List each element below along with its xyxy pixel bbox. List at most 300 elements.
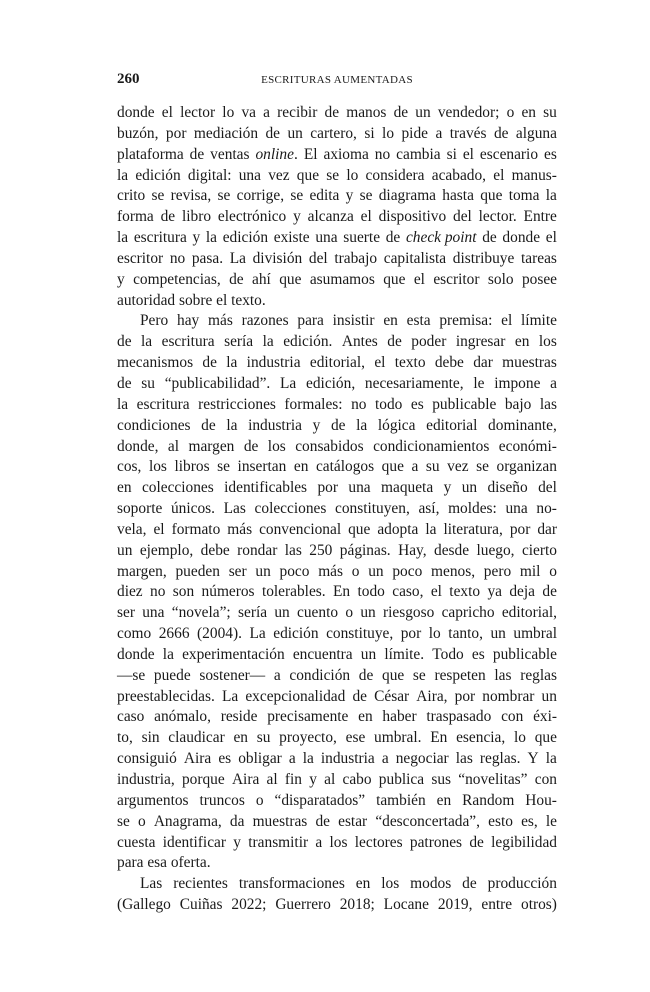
text-line	[117, 728, 557, 749]
body-text	[117, 103, 557, 916]
word: hasta	[442, 187, 474, 205]
word: en	[358, 708, 373, 726]
word: de	[243, 437, 259, 455]
page-header	[117, 71, 557, 93]
word: lo	[382, 124, 395, 142]
word: lo	[428, 625, 441, 643]
word: la	[302, 750, 314, 768]
word: Entre	[523, 208, 557, 226]
word: con	[534, 771, 557, 788]
word: o	[255, 791, 264, 809]
word: traspasado	[426, 708, 492, 726]
word: solo	[487, 270, 514, 288]
word: al	[266, 771, 278, 788]
word: (2004).	[197, 625, 242, 643]
word: recientes	[173, 875, 228, 893]
word: tareas	[521, 249, 557, 267]
word: texto	[449, 583, 481, 601]
text-line	[117, 603, 557, 624]
word: to,	[117, 729, 133, 747]
word: riesgoso	[382, 604, 435, 622]
word: margen,	[117, 562, 167, 580]
word: escritura	[161, 333, 215, 351]
word: Locane	[383, 896, 429, 914]
word: producción	[487, 875, 557, 893]
word: industria,	[117, 771, 175, 788]
word: publica	[378, 771, 425, 788]
word: “novelitas”	[458, 771, 528, 788]
word: lógica	[377, 416, 416, 434]
word: no-	[536, 500, 557, 518]
word: a	[288, 750, 296, 768]
word: que	[279, 270, 302, 288]
word: edición	[135, 166, 181, 184]
word: el	[493, 166, 505, 184]
word: reglas.	[479, 750, 521, 768]
word: texto	[394, 354, 426, 372]
word: de	[202, 354, 217, 372]
word: que	[534, 729, 557, 747]
word: no	[374, 145, 391, 163]
word: editorial	[426, 416, 478, 434]
word: límite	[521, 312, 557, 330]
word: división	[252, 249, 303, 267]
word: César	[374, 687, 410, 705]
word: libros	[174, 458, 210, 476]
word: colecciones	[141, 479, 214, 497]
word: a	[315, 833, 323, 851]
word: posee	[521, 270, 557, 288]
word: al	[167, 437, 180, 455]
text-line	[117, 437, 557, 458]
text-line	[117, 520, 557, 541]
word: constituyen,	[335, 500, 410, 518]
word: asumamos	[309, 270, 375, 288]
word: un	[117, 541, 133, 559]
word: de	[482, 229, 497, 247]
word: edición,	[306, 374, 356, 392]
word: respeten	[434, 666, 486, 684]
text-line	[117, 478, 557, 499]
word: de	[265, 124, 280, 142]
word: lector.	[478, 208, 517, 226]
word: que	[383, 270, 406, 288]
word: adopta	[377, 520, 419, 538]
word: negociar	[395, 750, 449, 768]
word: de	[189, 145, 205, 163]
word: no	[169, 249, 186, 267]
word: como	[117, 625, 152, 643]
word: “publicabilidad”.	[164, 374, 271, 392]
word: esto	[488, 812, 513, 830]
word: editorial,	[309, 354, 365, 372]
word: páginas.	[339, 541, 391, 559]
word: escenario	[479, 145, 539, 163]
text-line	[117, 791, 557, 812]
text-line	[117, 541, 557, 562]
word: debe	[200, 541, 230, 559]
word: Hou-	[525, 791, 557, 809]
word: sería	[238, 604, 268, 622]
word: de	[385, 229, 401, 247]
word: manos	[346, 104, 387, 121]
word: condicionamientos	[373, 437, 490, 455]
word: condición	[289, 666, 351, 684]
word: del	[308, 249, 328, 267]
word: y	[192, 229, 201, 247]
word: puede	[153, 666, 191, 684]
word: únicos.	[170, 500, 215, 518]
text-line	[117, 353, 557, 374]
word: y	[443, 479, 452, 497]
word: Todo	[432, 645, 464, 663]
text-line	[117, 270, 557, 291]
word: y	[312, 416, 321, 434]
word: le	[545, 812, 557, 830]
word: industria	[248, 416, 302, 434]
word: se	[326, 166, 340, 184]
word: con	[501, 708, 524, 726]
text-line	[117, 895, 557, 916]
word: escritura	[136, 395, 190, 413]
word: una	[348, 479, 371, 497]
word: da	[229, 812, 245, 830]
word: constituye,	[326, 625, 394, 643]
word: (Gallego	[117, 896, 171, 914]
word: diseño	[487, 479, 528, 497]
word: diez	[117, 583, 143, 601]
word: porque	[181, 771, 225, 788]
text-line	[117, 145, 557, 166]
word: forma	[117, 208, 154, 226]
word: de	[324, 104, 340, 121]
word: dispositivo	[378, 208, 447, 226]
word: Las	[223, 500, 246, 518]
word: las	[494, 666, 512, 684]
word: una	[505, 500, 528, 518]
word: sus	[431, 771, 452, 788]
text-line	[117, 124, 557, 145]
word: debe	[434, 354, 464, 372]
word: se	[290, 187, 304, 205]
word: de	[315, 812, 330, 830]
word: en	[355, 875, 371, 893]
word: una	[142, 604, 165, 622]
text-line	[117, 624, 557, 645]
word: de	[469, 833, 484, 851]
word: moldes:	[448, 500, 497, 518]
word: Antes	[341, 333, 378, 351]
text-line	[117, 311, 557, 332]
word: insistir	[332, 312, 375, 330]
word: convencional	[259, 520, 342, 538]
text-line	[117, 374, 557, 395]
word: electrónico	[217, 208, 287, 226]
word: la	[117, 166, 129, 184]
word: El	[303, 145, 318, 163]
word: acabado,	[431, 166, 487, 184]
word: esencia,	[456, 729, 506, 747]
word: a	[435, 124, 443, 142]
word: los	[267, 437, 286, 455]
word: el	[153, 520, 165, 538]
word: ser	[117, 604, 135, 622]
word: vela,	[117, 520, 147, 538]
word: digital:	[187, 166, 232, 184]
word: mediación	[193, 124, 259, 142]
word: o	[549, 562, 557, 580]
word: para	[297, 312, 324, 330]
word: En	[333, 583, 351, 601]
word: patrones	[409, 833, 463, 851]
word: 2019,	[437, 896, 473, 914]
word: razones	[241, 312, 289, 330]
word: maqueta	[381, 479, 434, 497]
word: ejemplo,	[139, 541, 194, 559]
word: la	[117, 229, 129, 247]
word: donde	[502, 229, 541, 247]
word: y	[233, 833, 241, 851]
word: los	[538, 333, 557, 351]
word: fin	[284, 771, 302, 788]
word: se	[117, 812, 130, 830]
word: en	[521, 104, 536, 121]
word: —se	[117, 666, 146, 684]
running-title: ESCRITURAS AUMENTADAS	[261, 74, 413, 86]
word: los	[148, 458, 167, 476]
word: del	[538, 479, 557, 497]
word: un	[368, 562, 384, 580]
word: considera	[365, 166, 425, 184]
word: el	[161, 104, 173, 121]
word: donde	[117, 645, 155, 663]
word: su	[543, 104, 557, 121]
word: la	[205, 229, 218, 247]
word: se	[359, 187, 373, 205]
word: experimentación	[182, 645, 285, 663]
word: números	[201, 583, 255, 601]
word: edición	[273, 625, 319, 643]
word: nombrar	[482, 687, 535, 705]
word: en	[293, 458, 309, 476]
word: tolerables.	[261, 583, 326, 601]
word: el	[413, 270, 425, 288]
word: ingresar	[455, 333, 506, 351]
word: pero	[483, 562, 512, 580]
word: en	[117, 479, 132, 497]
text-line	[117, 666, 557, 687]
word: manus-	[511, 166, 557, 184]
text-line	[117, 103, 557, 124]
word: cuesta	[117, 833, 156, 851]
text-line	[117, 228, 557, 249]
word: se	[217, 458, 230, 476]
text-line	[117, 249, 557, 270]
word: argumentos	[117, 791, 189, 809]
word: insertan	[237, 458, 287, 476]
text-line	[117, 833, 557, 854]
word: 2666	[158, 625, 190, 643]
word: poder	[411, 333, 447, 351]
word: de	[542, 583, 557, 601]
word: es	[544, 145, 557, 163]
word: dominante,	[488, 416, 557, 434]
word: es	[471, 645, 485, 663]
word: a	[263, 104, 270, 121]
word: y	[117, 270, 125, 288]
word: ya	[487, 583, 502, 601]
word: todo	[357, 583, 385, 601]
word: buzón,	[117, 124, 159, 142]
word: condiciones	[117, 416, 191, 434]
text-line	[117, 645, 557, 666]
word: el	[374, 354, 386, 372]
word: no	[351, 395, 367, 413]
word: más	[227, 520, 253, 538]
word: dar	[537, 520, 557, 538]
word: reglas	[520, 666, 557, 684]
word: Las	[140, 875, 163, 893]
text-line	[117, 562, 557, 583]
word: pasa.	[191, 249, 224, 267]
word: Cuiñas	[179, 896, 223, 914]
word: edición	[222, 229, 269, 247]
word: de	[358, 666, 374, 684]
word: la	[226, 416, 238, 434]
word: de	[387, 333, 402, 351]
word: de	[229, 270, 244, 288]
word: alcanza	[307, 208, 354, 226]
text-line	[117, 582, 557, 603]
word: colecciones	[254, 500, 327, 518]
word: un	[274, 604, 290, 622]
word: proyecto,	[279, 729, 337, 747]
word: capitalista	[383, 249, 447, 267]
word: ser	[228, 562, 247, 580]
word: diagrama	[378, 187, 436, 205]
word: precisamente	[267, 708, 349, 726]
word: la	[262, 333, 274, 351]
word: las	[539, 395, 557, 413]
word: por	[165, 124, 187, 142]
word: Random	[462, 791, 515, 809]
word: escritura	[133, 229, 187, 247]
word: industria	[320, 750, 375, 768]
word: de	[201, 416, 216, 434]
word: La	[249, 625, 266, 643]
word: en	[233, 729, 248, 747]
word: edición.	[283, 333, 333, 351]
word: escritor	[433, 270, 480, 288]
word: o	[345, 604, 354, 622]
word: un	[461, 479, 478, 497]
word: el	[430, 583, 442, 601]
word: lo	[513, 729, 526, 747]
word: axioma	[323, 145, 369, 163]
word: preestablecidas.	[117, 687, 215, 705]
word: otros)	[521, 896, 557, 914]
word: Hay,	[398, 541, 427, 559]
word: desde	[434, 541, 470, 559]
word: anómalo,	[154, 708, 211, 726]
word: se	[151, 187, 165, 205]
word: a	[381, 750, 389, 768]
word: online.	[255, 145, 298, 163]
word: el	[360, 208, 372, 226]
word: y	[293, 208, 301, 226]
word: margen	[188, 437, 235, 455]
text-line	[117, 874, 557, 895]
word: “disparatados”	[274, 791, 366, 809]
word: así,	[418, 500, 440, 518]
word: legibilidad	[491, 833, 557, 851]
word: éxi-	[533, 708, 557, 726]
word: el	[501, 312, 513, 330]
word: un	[415, 104, 431, 121]
word: formato	[171, 520, 221, 538]
word: un	[287, 124, 303, 142]
word: que	[381, 458, 404, 476]
word: través	[449, 124, 487, 142]
word: también	[376, 791, 426, 809]
word: recibir	[277, 104, 318, 121]
word: transformaciones	[238, 875, 345, 893]
word: En	[430, 729, 448, 747]
word: corrige,	[236, 187, 285, 205]
word: de	[117, 333, 132, 351]
word: capricho	[441, 604, 495, 622]
word: menos,	[431, 562, 476, 580]
word: restricciones	[198, 395, 276, 413]
word: 2022;	[231, 896, 267, 914]
word: edita	[309, 187, 340, 205]
word: más	[318, 562, 343, 580]
word: consabidos	[295, 437, 364, 455]
word: que	[296, 166, 320, 184]
word: un	[360, 604, 376, 622]
word: transmitir	[248, 833, 309, 851]
word: por	[400, 625, 422, 643]
word: ese	[345, 729, 366, 747]
word: un	[360, 645, 377, 663]
word: literatura,	[443, 520, 503, 538]
word: un	[541, 687, 557, 705]
word: la	[117, 395, 129, 413]
word: la	[226, 354, 238, 372]
word: premisa:	[439, 312, 493, 330]
word: su	[425, 458, 440, 476]
word: identificables	[224, 479, 308, 497]
word: lector	[180, 104, 216, 121]
word: de	[160, 208, 176, 226]
word: esta	[406, 312, 431, 330]
word: poco	[279, 562, 310, 580]
word: rondar	[237, 541, 278, 559]
word: vendedor;	[437, 104, 500, 121]
word: cartero,	[310, 124, 357, 142]
word: se	[412, 666, 426, 684]
text-line	[117, 687, 557, 708]
word: sin	[141, 729, 160, 747]
word: en	[383, 312, 398, 330]
word: no	[150, 583, 166, 601]
word: del	[453, 208, 472, 226]
word: 250	[309, 541, 333, 559]
word: Aira,	[416, 687, 448, 705]
word: por	[509, 520, 531, 538]
word: por	[454, 687, 476, 705]
word: escritor	[117, 249, 164, 267]
